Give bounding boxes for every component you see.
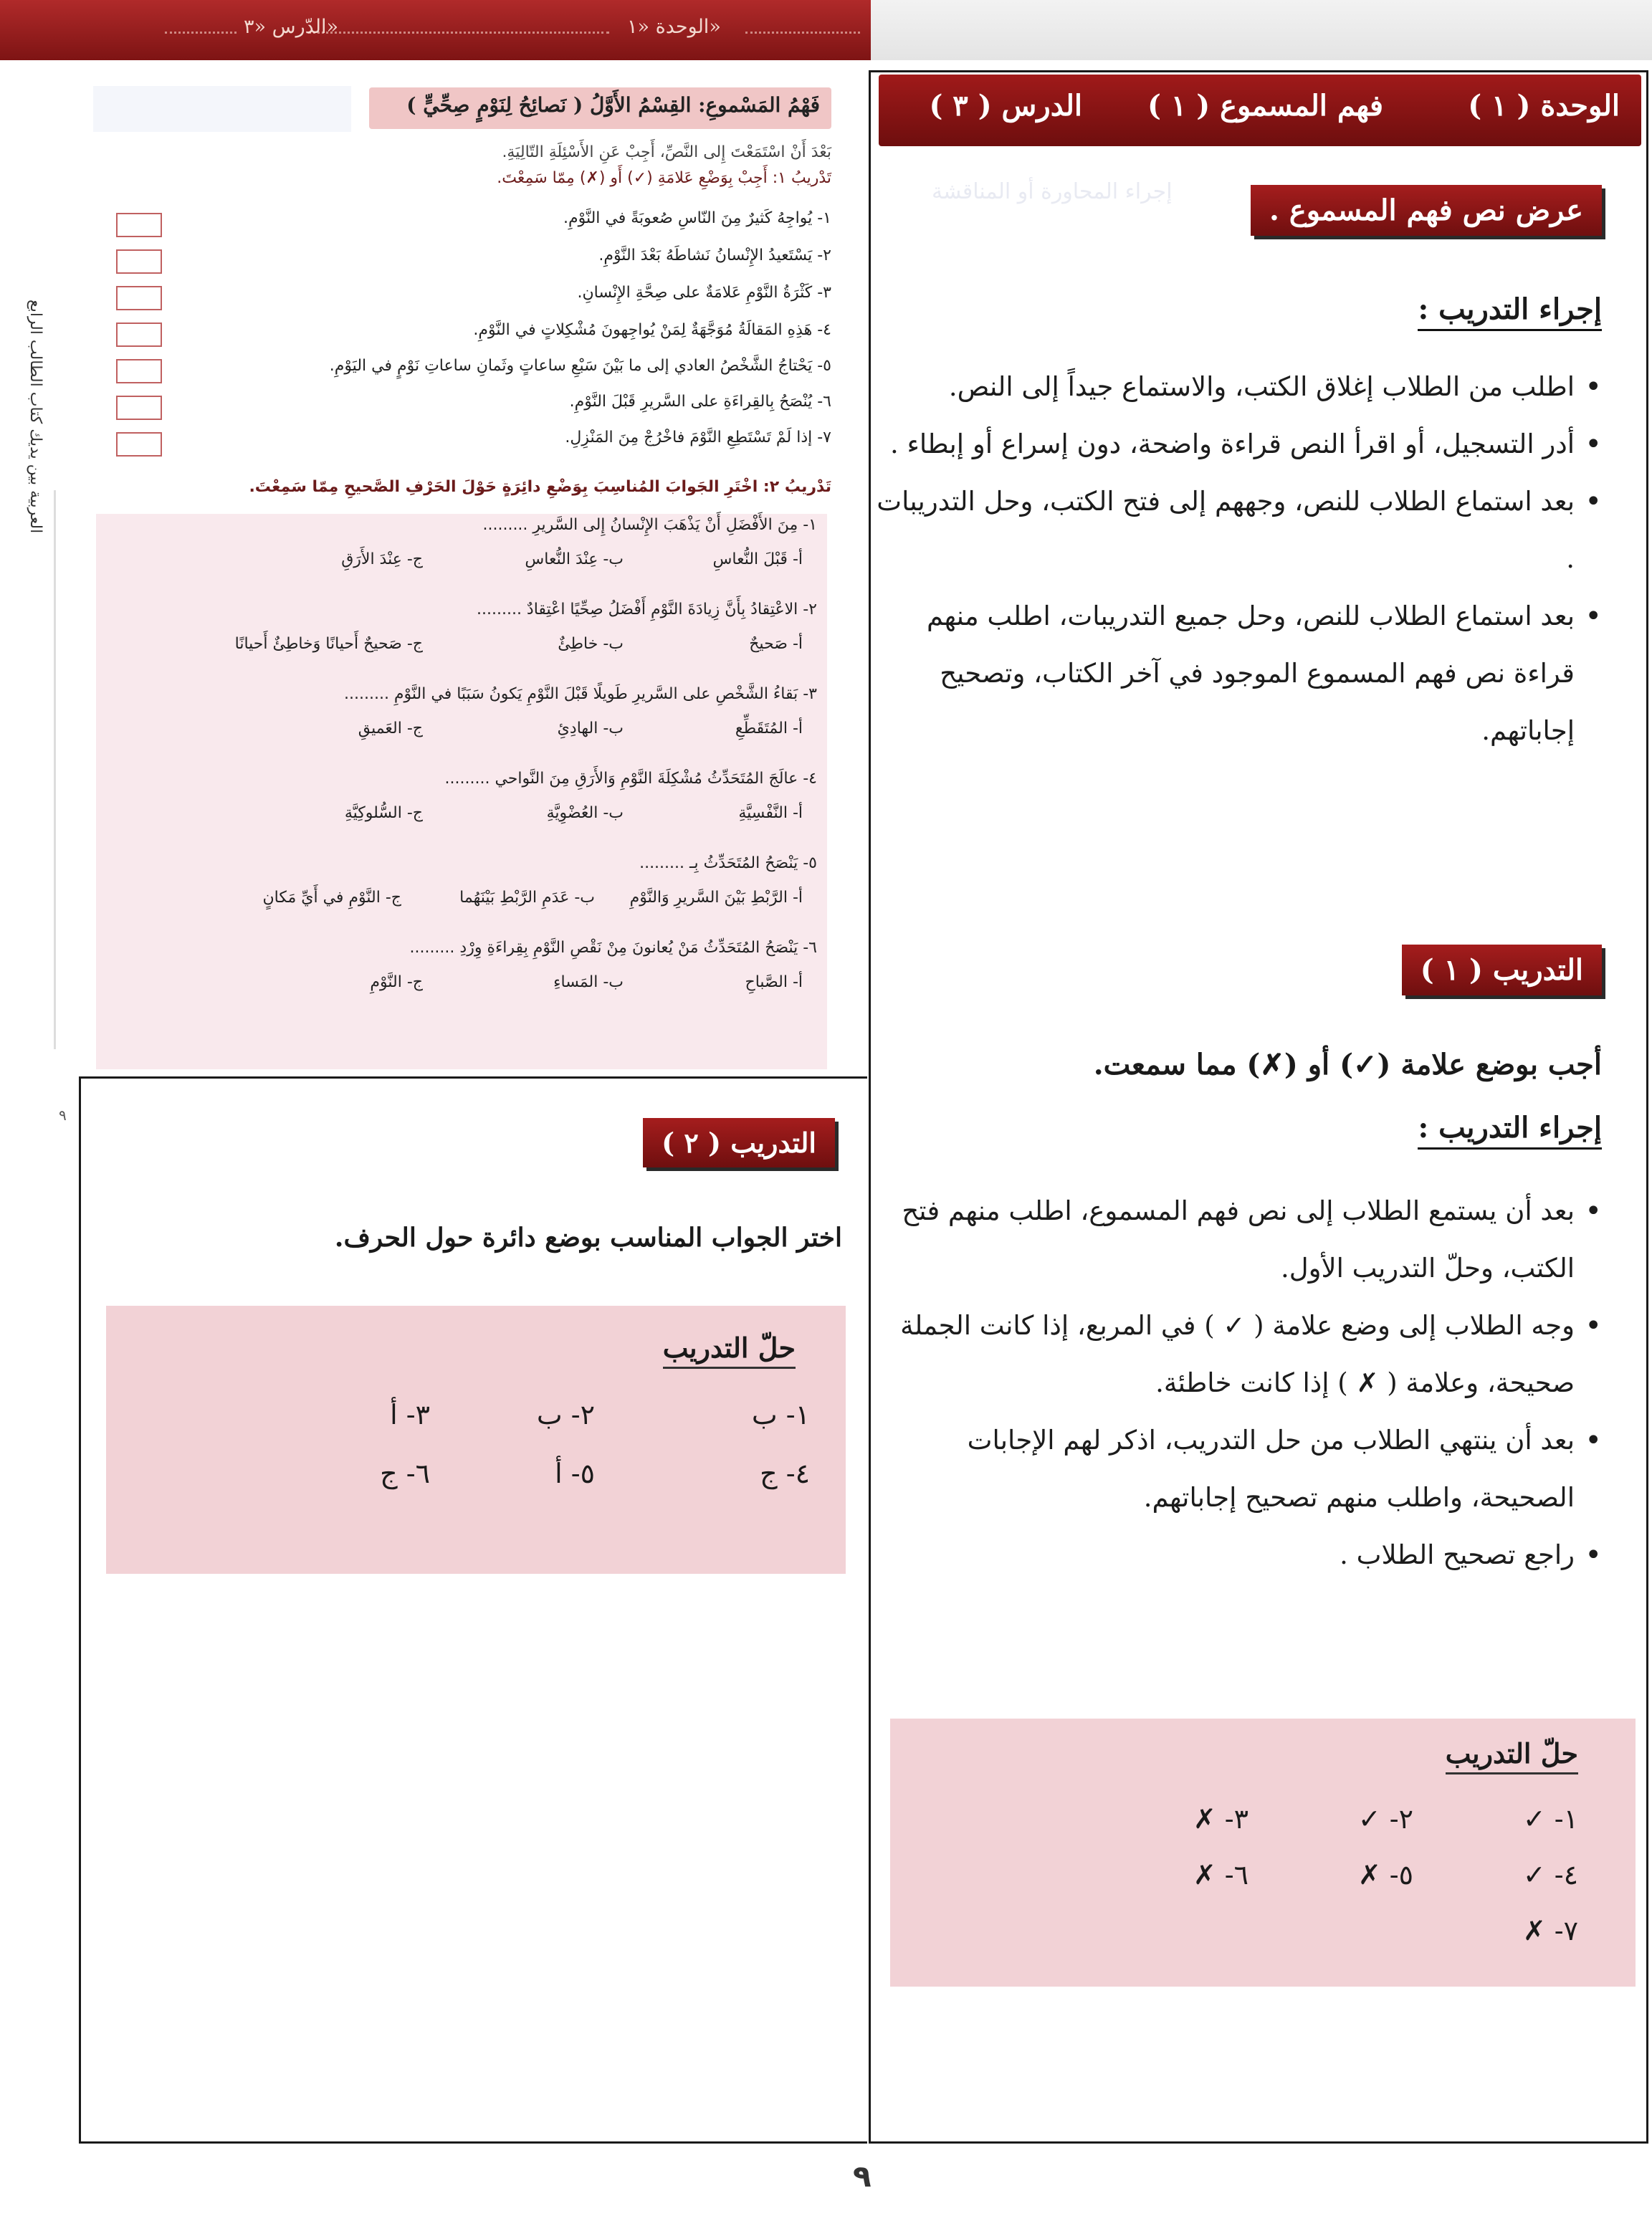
answer-checkbox[interactable] xyxy=(116,359,162,383)
exercise1-statement: ٤- هَذِهِ المَقالَةُ مُوَجَّهَةٌ لِمَنْ يُواجِهونَ مُشْكِلاتٍ في النَّوْمِ. xyxy=(473,321,831,339)
exercise2-option[interactable]: ب- المَساءِ xyxy=(553,973,624,991)
procedure-item: • وجه الطلاب إلى وضع علامة ( ✓ ) في المربع، إذا كانت الجملة صحيحة، وعلامة ( ✗ ) إذا كانت خاطئة. xyxy=(885,1297,1602,1412)
exercise2-option[interactable]: أ- قَبْلَ النُّعاسِ xyxy=(712,550,803,568)
exercise2-option[interactable]: أ- صَحيحٌ xyxy=(749,635,803,653)
solution-title: حلّ التدريب xyxy=(1446,1737,1578,1774)
solution-item: ٥- أ xyxy=(555,1458,595,1489)
answer-checkbox[interactable] xyxy=(116,249,162,274)
solution-item: ٤- ✓ xyxy=(1522,1859,1578,1891)
answer-checkbox[interactable] xyxy=(116,432,162,457)
exercise2-option[interactable]: أ- النَّفْسِيَّةِ xyxy=(738,804,803,822)
exercise2-option[interactable]: أ- المُتَقَطِّعِ xyxy=(735,720,803,737)
student-exercise2-title: تَدْريبُ ٢: اخْتَرِ الجَوابَ المُناسِبَ بِوَضْعِ دائِرَةٍ حَوْلَ الحَرْفِ الصَّحيحِ مِمّا سَمِعْتَ. xyxy=(249,478,831,496)
exercise1-tag: التدريب ( ١ ) xyxy=(1402,945,1602,995)
top-band-unit: الوحدة «١» xyxy=(627,16,721,38)
solution-item: ١- ✓ xyxy=(1522,1803,1578,1835)
exercise2-option[interactable]: ب- عَدَمِ الرَّبْطِ بَيْنَهُما xyxy=(459,889,595,907)
exercise2-option[interactable]: أ- الرَّبْطِ بَيْنَ السَّريرِ وَالنَّوْمِ xyxy=(629,889,803,907)
section-label: فهم المسموع ( ١ ) xyxy=(1147,89,1383,123)
exercise2-background xyxy=(96,514,827,1069)
exercise2-tag: التدريب ( ٢ ) xyxy=(643,1118,835,1167)
procedure-item: • أدر التسجيل، أو اقرأ النص قراءة واضحة، دون إسراع أو إبطاء . xyxy=(871,416,1602,473)
student-section-header: فَهْمُ المَسْموعِ: القِسْمُ الأَوَّلُ ( نَصائِحُ لِنَوْمٍ صِحِّيٍّ ) xyxy=(369,87,831,129)
exercise2-question: ١- مِنَ الأَفْضَلِ أَنْ يَذْهَبَ الإِنْسانُ إِلى السَّريرِ ......... xyxy=(482,516,817,534)
exercise1-statement: ٢- يَسْتَعيدُ الإِنْسانُ نَشاطَهُ بَعْدَ النَّوْمِ. xyxy=(598,247,831,264)
exercise1-lead: أجب بوضع علامة (✓) أو (✗) مما سمعت. xyxy=(1093,1048,1602,1081)
student-page-top-band xyxy=(0,0,871,60)
exercise2-option[interactable]: ج- صَحيحٌ أَحيانًا وَخاطِئٌ أَحيانًا xyxy=(234,635,423,653)
exercise1-statement: ٣- كَثْرَةُ النَّوْمِ عَلامَةٌ على صِحَّةِ الإِنْسانِ. xyxy=(577,284,831,302)
student-instruction: بَعْدَ أَنْ اسْتَمَعْتَ إِلى النَّصِّ، أَجِبْ عَنِ الأَسْئِلَةِ التّالِيَةِ. xyxy=(502,143,831,161)
faded-background-text: إجراء المحاورة أو المناقشة xyxy=(932,179,1173,204)
solution-item: ٤- ج xyxy=(760,1458,810,1489)
exercise2-option[interactable]: ج- النَّوْمِ في أَيِّ مَكانٍ xyxy=(262,889,401,907)
exercise1-statement: ٦- يُنْصَحُ بِالقِراءَةِ على السَّريرِ قَبْلَ النَّوْمِ. xyxy=(569,393,831,411)
exercise2-question: ٦- يَنْصَحُ المُتَحَدِّثُ مَنْ يُعانونَ مِنْ نَقْصِ النَّوْمِ بِقِراءَةِ وِرْدِ ......... xyxy=(409,939,817,957)
student-exercise1-title: تَدْريبُ ١: أَجِبْ بِوَضْعِ عَلامَةِ (✓) أَو (✗) مِمّا سَمِعْتَ. xyxy=(497,169,831,187)
student-book-page xyxy=(93,66,831,1041)
answer-checkbox[interactable] xyxy=(116,286,162,310)
exercise2-lead: اختر الجواب المناسب بوضع دائرة حول الحرف. xyxy=(334,1223,842,1253)
procedure-item: • بعد استماع الطلاب للنص، وجههم إلى فتح الكتب، وحل التدريبات . xyxy=(871,473,1602,588)
exercise2-option[interactable]: ب- خاطِئٌ xyxy=(558,635,624,653)
exercise2-question: ٢- الاعْتِقادُ بِأَنَّ زِيادَةَ النَّوْمِ أَفْضَلُ صِحِّيًا اعْتِقادٌ ......... xyxy=(477,601,817,618)
answer-checkbox[interactable] xyxy=(116,396,162,420)
solution-item: ٢- ب xyxy=(536,1399,595,1430)
solution-item: ٦- ✗ xyxy=(1193,1859,1248,1891)
section-tag: عرض نص فهم المسموع . xyxy=(1251,185,1602,236)
unit-header-bar xyxy=(879,75,1641,146)
top-band-divider xyxy=(745,32,860,34)
solution-item: ١- ب xyxy=(751,1399,810,1430)
exercise2-option[interactable]: ج- العَميقِ xyxy=(358,720,423,737)
procedure-heading: إجراء التدريب : xyxy=(1418,292,1602,331)
unit-label: الوحدة ( ١ ) xyxy=(1468,89,1620,123)
procedure-item: • بعد استماع الطلاب للنص، وحل جميع التدريبات، اطلب منهم قراءة نص فهم المسموع الموجود في آخر الكتاب، وتصحيح إجاباتهم. xyxy=(871,588,1602,760)
exercise2-option[interactable]: ج- عِنْدَ الأَرَقِ xyxy=(341,550,423,568)
solution-item: ٣- ✗ xyxy=(1193,1803,1248,1835)
answer-checkbox[interactable] xyxy=(116,213,162,237)
procedure-item: • راجع تصحيح الطلاب . xyxy=(885,1527,1602,1584)
solution-item: ٢- ✓ xyxy=(1357,1803,1413,1835)
solution-item: ٥- ✗ xyxy=(1357,1859,1413,1891)
exercise1-procedure-heading: إجراء التدريب : xyxy=(1418,1111,1602,1150)
exercise1-statement: ٧- إذا لَمْ تَسْتَطِعِ النَّوْمَ فاخْرُجْ مِنَ المَنْزِلِ. xyxy=(565,429,831,446)
solution-title: حلّ التدريب xyxy=(663,1332,796,1369)
exercise1-solution-box xyxy=(890,1719,1636,1987)
procedure-item: • بعد أن ينتهي الطلاب من حل التدريب، اذكر لهم الإجابات الصحيحة، واطلب منهم تصحيح إجاباتهم. xyxy=(885,1412,1602,1527)
solution-item: ٧- ✗ xyxy=(1522,1915,1578,1946)
exercise2-question: ٥- يَنْصَحُ المُتَحَدِّثُ بِـ ......... xyxy=(639,854,817,872)
sidebar-page-number: ٩ xyxy=(59,1107,67,1124)
page-number: ٩ xyxy=(853,2159,872,2194)
answer-checkbox[interactable] xyxy=(116,323,162,347)
solution-item: ٦- ج xyxy=(380,1458,430,1489)
top-band-divider xyxy=(308,32,609,34)
exercise2-option[interactable]: ب- العُضْوِيَّةِ xyxy=(546,804,624,822)
faded-banner xyxy=(93,86,351,132)
exercise2-option[interactable]: ج- النَّوْمِ xyxy=(370,973,423,991)
exercise2-option[interactable]: ب- عِنْدَ النُّعاسِ xyxy=(525,550,624,568)
exercise1-statement: ١- يُواجِهُ كَثيرٌ مِنَ النّاسِ صُعوبَةً في النَّوْمِ. xyxy=(563,209,831,227)
exercise2-question: ٣- بَقاءُ الشَّخْصِ على السَّريرِ طَويلًا قَبْلَ النَّوْمِ يَكونُ سَبَبًا في النَّوْمِ ......... xyxy=(344,685,817,703)
exercise2-option[interactable]: ب- الهادِئِ xyxy=(557,720,624,737)
exercise1-statement: ٥- يَحْتاجُ الشَّخْصُ العادي إلى ما بَيْنَ سَبْعِ ساعاتٍ وثَمانِ ساعاتِ نَوْمٍ في اليَوْمِ. xyxy=(329,357,831,375)
procedure-item: • بعد أن يستمع الطلاب إلى نص فهم المسموع، اطلب منهم فتح الكتب، وحلّ التدريب الأول. xyxy=(885,1183,1602,1297)
procedure-list xyxy=(871,358,1602,760)
exercise2-option[interactable]: أ- الصَّباحِ xyxy=(745,973,803,991)
procedure-item: • اطلب من الطلاب إغلاق الكتب، والاستماع جيداً إلى النص. xyxy=(871,358,1602,416)
exercise2-question: ٤- عالَجَ المُتَحَدِّثُ مُشْكِلَةَ النَّوْمِ وَالأَرَقِ مِنَ النَّواحي ......... xyxy=(444,770,817,788)
exercise2-solution-box xyxy=(106,1306,846,1574)
student-page-sidebar xyxy=(0,60,72,1124)
top-band-lesson: الدّرس «٣» xyxy=(244,16,339,38)
sidebar-book-title: العربية بين يديك كتاب الطالب الرابع xyxy=(27,299,44,533)
top-band-divider xyxy=(165,32,237,34)
exercise1-procedure-list xyxy=(885,1183,1602,1584)
exercise2-option[interactable]: ج- السُّلوكِيَّةِ xyxy=(344,804,423,822)
solution-item: ٣- أ xyxy=(390,1399,430,1430)
teacher-page-top-band xyxy=(871,0,1652,60)
sidebar-rule xyxy=(54,490,56,1049)
lesson-label: الدرس ( ٣ ) xyxy=(929,89,1082,123)
